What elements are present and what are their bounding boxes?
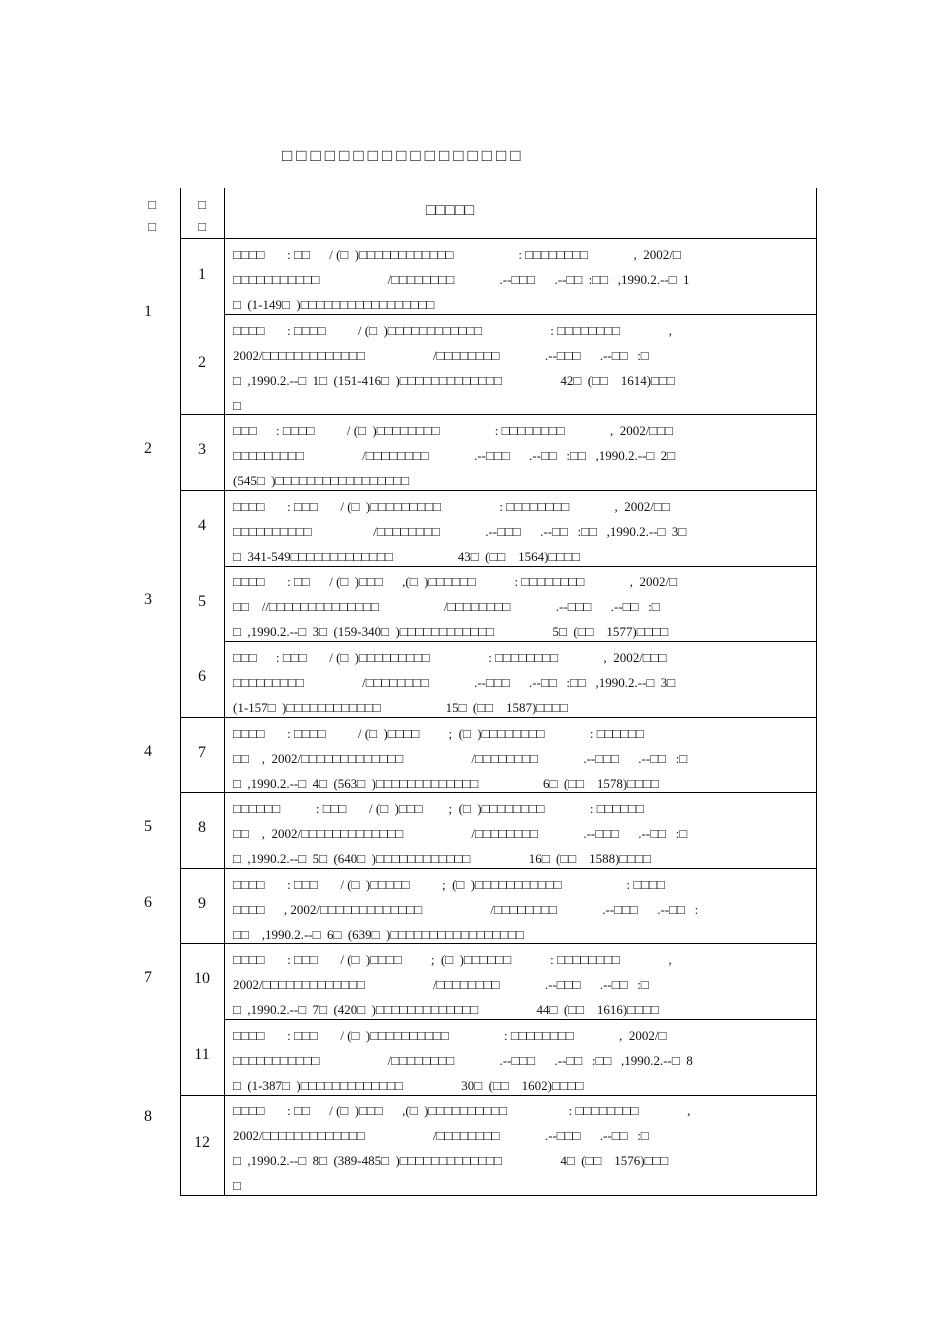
entry-line: □ ,1990.2.--□ 8□ (389-485□ )□□□□□□□□□□□□□ 4□ (□□ 1576)□□□ bbox=[233, 1153, 669, 1168]
row-number: 4 bbox=[198, 517, 206, 534]
catalog-entry bbox=[233, 796, 808, 871]
volume-number: 6 bbox=[144, 894, 152, 911]
entry-line: 2002/□□□□□□□□□□□□□ /□□□□□□□□ .--□□□ .--□□ :□ bbox=[233, 1128, 649, 1143]
catalog-entry bbox=[233, 1023, 808, 1098]
volume-number: 8 bbox=[144, 1108, 152, 1125]
table-divider-seq bbox=[224, 188, 225, 1196]
entry-line: □ (1-149□ )□□□□□□□□□□□□□□□□□ bbox=[233, 297, 435, 312]
volume-number: 7 bbox=[144, 969, 152, 986]
entry-line: 2002/□□□□□□□□□□□□□ /□□□□□□□□ .--□□□ .--□□ :□ bbox=[233, 977, 649, 992]
table-border-left bbox=[180, 188, 181, 1196]
entry-line: □□□□ : □□ / (□ )□□□□□□□□□□□□ : □□□□□□□□ , 2002/□ bbox=[233, 247, 681, 262]
entry-line: □□□□□□ : □□□ / (□ )□□□ ; (□ )□□□□□□□□ : □□□□□□ bbox=[233, 801, 644, 816]
volume-number: 2 bbox=[144, 440, 152, 457]
entry-line: □□□□ : □□□ / (□ )□□□□□□□□□□ : □□□□□□□□ , 2002/□ bbox=[233, 1028, 667, 1043]
row-number: 10 bbox=[194, 970, 210, 987]
catalog-entry bbox=[233, 1098, 808, 1198]
page-title: □□□□□□□□□□□□□□□□□ bbox=[282, 146, 525, 165]
catalog-entry bbox=[233, 947, 808, 1022]
entry-line: □□□□ : □□□□ / (□ )□□□□□□□□□□□□ : □□□□□□□□ , bbox=[233, 323, 672, 338]
catalog-entry bbox=[233, 318, 808, 418]
row-number: 1 bbox=[198, 266, 206, 283]
row-number: 9 bbox=[198, 895, 206, 912]
entry-line: □□□□□□□□□□ /□□□□□□□□ .--□□□ .--□□ :□□ ,1990.2.--□ 3□ bbox=[233, 524, 687, 539]
row-number: 8 bbox=[198, 819, 206, 836]
volume-number: 4 bbox=[144, 743, 152, 760]
entry-line: □□□□ : □□□□ / (□ )□□□□ ; (□ )□□□□□□□□ : □□□□□□ bbox=[233, 726, 644, 741]
entry-line: 2002/□□□□□□□□□□□□□ /□□□□□□□□ .--□□□ .--□□ :□ bbox=[233, 348, 649, 363]
entry-line: □□□□ : □□□ / (□ )□□□□ ; (□ )□□□□□□ : □□□□□□□□ , bbox=[233, 952, 672, 967]
entry-line: □□ ,1990.2.--□ 6□ (639□ )□□□□□□□□□□□□□□□□□ bbox=[233, 927, 524, 942]
entry-line: □□□□ : □□ / (□ )□□□ ,(□ )□□□□□□□□□□ : □□□□□□□□ , bbox=[233, 1103, 691, 1118]
catalog-entry bbox=[233, 418, 808, 493]
row-number: 12 bbox=[194, 1134, 210, 1151]
volume-number: 1 bbox=[144, 303, 152, 320]
entry-line: □□□□□□□□□□□ /□□□□□□□□ .--□□□ .--□□ :□□ ,1990.2.--□ 8 bbox=[233, 1053, 693, 1068]
row-number: 3 bbox=[198, 441, 206, 458]
row-number: 7 bbox=[198, 744, 206, 761]
entry-line: (1-157□ )□□□□□□□□□□□□ 15□ (□□ 1587)□□□□ bbox=[233, 700, 568, 715]
row-number: 2 bbox=[198, 354, 206, 371]
entry-line: □□□ : □□□ / (□ )□□□□□□□□□ : □□□□□□□□ , 2002/□□□ bbox=[233, 650, 667, 665]
row-number: 5 bbox=[198, 593, 206, 610]
seq-header-line-1: □ bbox=[198, 197, 206, 212]
volume-number: 3 bbox=[144, 591, 152, 608]
vol-header-line-2: □ bbox=[148, 219, 156, 234]
table-border-right bbox=[816, 188, 817, 1196]
entry-line: □□□□ : □□ / (□ )□□□ ,(□ )□□□□□□ : □□□□□□□□ , 2002/□ bbox=[233, 574, 677, 589]
volume-number: 5 bbox=[144, 818, 152, 835]
row-number: 6 bbox=[198, 668, 206, 685]
entry-line: □□□□□□□□□ /□□□□□□□□ .--□□□ .--□□ :□□ ,1990.2.--□ 3□ bbox=[233, 675, 676, 690]
entry-line: (545□ )□□□□□□□□□□□□□□□□□ bbox=[233, 473, 409, 488]
seq-header-line-2: □ bbox=[198, 219, 206, 234]
catalog-entry bbox=[233, 872, 808, 947]
entry-line: □□□□ : □□□ / (□ )□□□□□ ; (□ )□□□□□□□□□□□ : □□□□ bbox=[233, 877, 665, 892]
entry-line: □ bbox=[233, 1178, 241, 1193]
entry-line: □□□□□□□□□ /□□□□□□□□ .--□□□ .--□□ :□□ ,1990.2.--□ 2□ bbox=[233, 448, 676, 463]
entry-line: □□□□□□□□□□□ /□□□□□□□□ .--□□□ .--□□ :□□ ,1990.2.--□ 1 bbox=[233, 272, 690, 287]
entry-line: □□ , 2002/□□□□□□□□□□□□□ /□□□□□□□□ .--□□□ .--□□ :□ bbox=[233, 826, 688, 841]
entry-line: □ ,1990.2.--□ 1□ (151-416□ )□□□□□□□□□□□□□ 42□ (□□ 1614)□□□ bbox=[233, 373, 675, 388]
catalog-entry bbox=[233, 242, 808, 317]
catalog-entry bbox=[233, 569, 808, 644]
entry-line: □□□ : □□□□ / (□ )□□□□□□□□ : □□□□□□□□ , 2002/□□□ bbox=[233, 423, 673, 438]
vol-header-line-1: □ bbox=[148, 197, 156, 212]
header-bottom-line bbox=[180, 238, 817, 239]
entry-line: □□□□ , 2002/□□□□□□□□□□□□□ /□□□□□□□□ .--□□□ .--□□ : bbox=[233, 902, 699, 917]
entry-line: □ ,1990.2.--□ 3□ (159-340□ )□□□□□□□□□□□□ 5□ (□□ 1577)□□□□ bbox=[233, 624, 669, 639]
entry-line: □ ,1990.2.--□ 7□ (420□ )□□□□□□□□□□□□□ 44□ (□□ 1616)□□□□ bbox=[233, 1002, 659, 1017]
entry-line: □□ //□□□□□□□□□□□□□□ /□□□□□□□□ .--□□□ .--□□ :□ bbox=[233, 599, 660, 614]
entry-line: □ ,1990.2.--□ 5□ (640□ )□□□□□□□□□□□□ 16□ (□□ 1588)□□□□ bbox=[233, 851, 651, 866]
entry-line: □ bbox=[233, 398, 241, 413]
row-number: 11 bbox=[194, 1046, 210, 1063]
entry-line: □ ,1990.2.--□ 4□ (563□ )□□□□□□□□□□□□□ 6□ (□□ 1578)□□□□ bbox=[233, 776, 659, 791]
catalog-entry bbox=[233, 645, 808, 720]
catalog-entry bbox=[233, 721, 808, 796]
entry-line: □□□□ : □□□ / (□ )□□□□□□□□□ : □□□□□□□□ , 2002/□□ bbox=[233, 499, 670, 514]
catalog-entry bbox=[233, 494, 808, 569]
entry-line: □ 341-549□□□□□□□□□□□□□ 43□ (□□ 1564)□□□□ bbox=[233, 549, 580, 564]
content-header: □□□□□ bbox=[425, 202, 475, 219]
entry-line: □ (1-387□ )□□□□□□□□□□□□□ 30□ (□□ 1602)□□□□ bbox=[233, 1078, 584, 1093]
entry-line: □□ , 2002/□□□□□□□□□□□□□ /□□□□□□□□ .--□□□ .--□□ :□ bbox=[233, 751, 688, 766]
